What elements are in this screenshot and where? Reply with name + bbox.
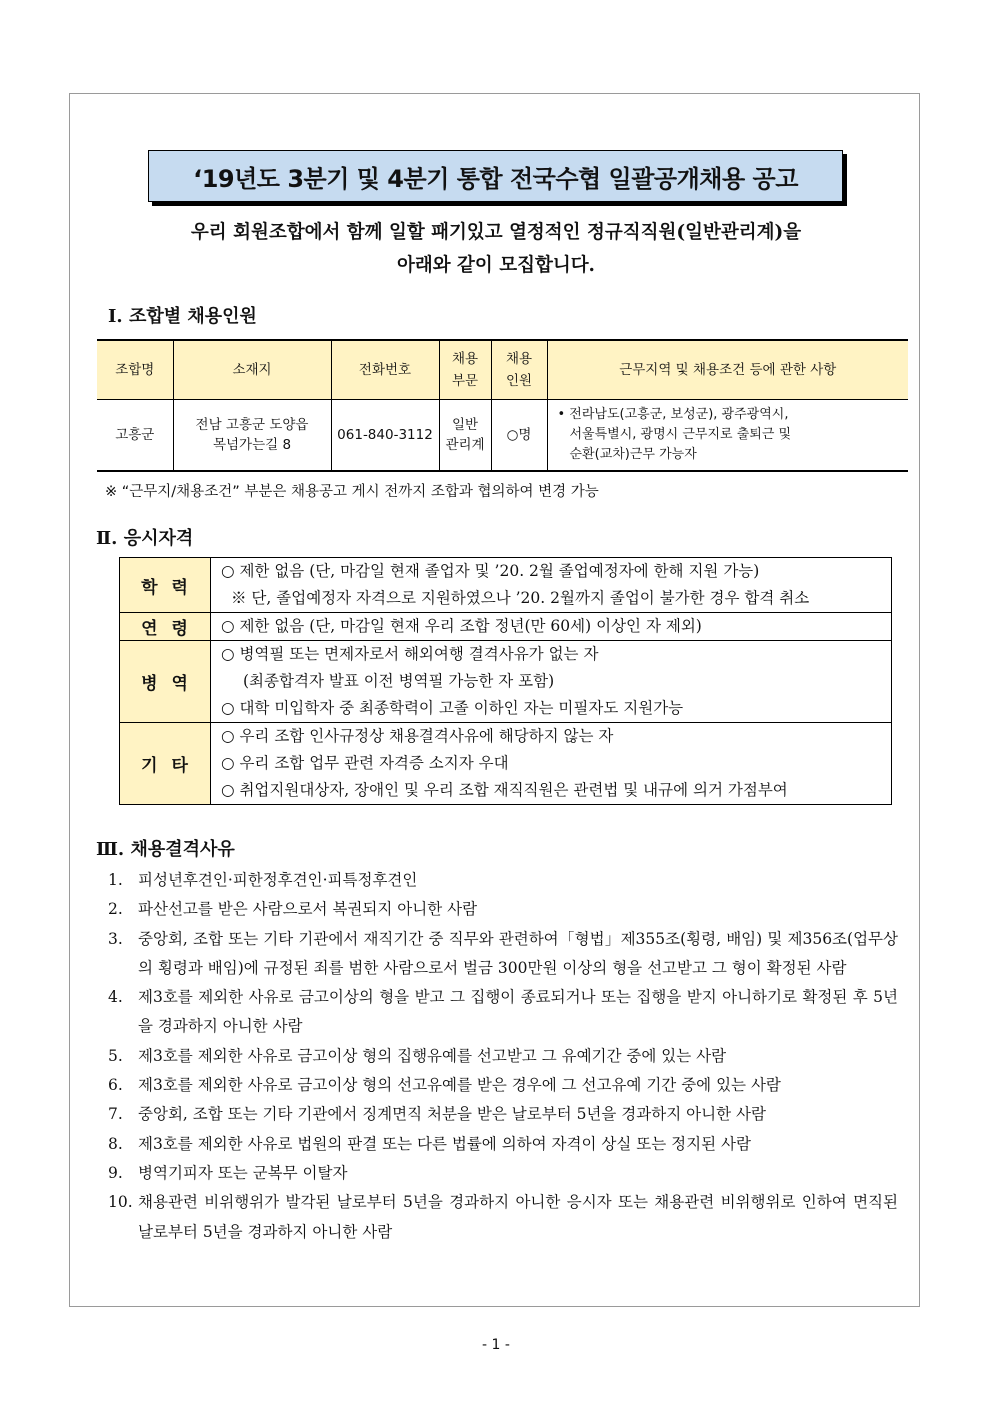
military-line-2: (최종합격자 발표 이전 병역필 가능한 자 포함)	[243, 672, 555, 690]
qual-row-education	[120, 558, 892, 613]
dept-line-2: 관리계	[445, 437, 485, 453]
age-line-1: ○ 제한 없음 (단, 마감일 현재 우리 조합 정년(만 60세) 이상인 자 제외)	[221, 617, 702, 635]
item-text: 제3호를 제외한 사유로 금고이상 형의 집행유예를 선고받고 그 유예기간 중에 있는 사람	[138, 1046, 727, 1065]
cell-location	[173, 400, 331, 472]
other-line-3: ○ 취업지원대상자, 장애인 및 우리 조합 재직직원은 관련법 및 내규에 의거 가점부여	[221, 781, 788, 799]
value-education	[211, 558, 892, 613]
list-item	[108, 1159, 898, 1188]
header-dept: 채용 부문	[439, 340, 491, 400]
label-other: 기타	[120, 723, 211, 805]
section-3-heading: Ⅲ. 채용결격사유	[96, 839, 235, 860]
page-number: - 1 -	[482, 1337, 510, 1353]
item-number: 6.	[108, 1076, 123, 1095]
item-text: 병역기피자 또는 군복무 이탈자	[138, 1163, 348, 1182]
label-military: 병역	[120, 641, 211, 723]
intro-line-1: 우리 회원조합에서 함께 일할 패기있고 열정적인 정규직직원(일반관리계)을	[190, 222, 802, 243]
hiring-table-header	[97, 340, 908, 400]
list-item	[108, 1188, 898, 1247]
military-line-1: ○ 병역필 또는 면제자로서 해외여행 결격사유가 없는 자	[221, 645, 599, 663]
list-item	[108, 1130, 898, 1159]
item-number: 7.	[108, 1105, 123, 1124]
item-text: 중앙회, 조합 또는 기타 기관에서 징계면직 처분을 받은 날로부터 5년을 경과하지 아니한 사람	[138, 1105, 766, 1124]
military-line-3: ○ 대학 미입학자 중 최종학력이 고졸 이하인 자는 미필자도 지원가능	[221, 699, 684, 717]
section-1-heading: Ⅰ. 조합별 채용인원	[108, 306, 257, 327]
dept-line-1: 일반	[451, 417, 479, 433]
cond-line-3: 순환(교차)근무 가능자	[569, 447, 697, 462]
cond-line-2: 서울특별시, 광명시 근무지로 출퇴근 및	[569, 427, 792, 442]
item-text: 피성년후견인·피한정후견인·피특정후견인	[138, 871, 418, 889]
list-item	[108, 1100, 898, 1129]
other-line-1: ○ 우리 조합 인사규정상 채용결격사유에 해당하지 않는 자	[221, 727, 614, 745]
intro-text	[100, 216, 892, 282]
item-text: 제3호를 제외한 사유로 금고이상 형의 선고유예를 받은 경우에 그 선고유예 기간 중에 있는 사람	[138, 1076, 781, 1095]
header-union: 조합명	[97, 340, 173, 400]
header-count: 채용 인원	[491, 340, 547, 400]
hiring-table	[97, 339, 908, 472]
table-row	[97, 400, 908, 472]
list-item	[108, 1042, 898, 1071]
list-item	[108, 925, 898, 984]
header-conditions: 근무지역 및 채용조건 등에 관한 사항	[547, 340, 908, 400]
header-phone: 전화번호	[331, 340, 439, 400]
qual-row-age	[120, 613, 892, 641]
label-age: 연령	[120, 613, 211, 641]
list-item	[108, 983, 898, 1042]
item-number: 8.	[108, 1134, 123, 1153]
item-number: 9.	[108, 1163, 123, 1182]
item-text: 파산선고를 받은 사람으로서 복권되지 아니한 사람	[138, 900, 478, 919]
item-text: 제3호를 제외한 사유로 법원의 판결 또는 다른 법률에 의하여 자격이 상실 또는 정지된 사람	[138, 1134, 751, 1153]
cell-union: 고흥군	[97, 400, 173, 472]
header-location: 소재지	[173, 340, 331, 400]
conditions-note: ※ “근무지/채용조건” 부분은 채용공고 게시 전까지 조합과 협의하여 변경 가능	[105, 484, 599, 500]
other-line-2: ○ 우리 조합 업무 관련 자격증 소지자 우대	[221, 754, 509, 772]
disqualification-list	[108, 866, 898, 1247]
value-other	[211, 723, 892, 805]
qual-row-military	[120, 641, 892, 723]
value-age	[211, 613, 892, 641]
item-number: 3.	[108, 929, 123, 948]
cell-conditions	[547, 400, 908, 472]
qual-row-other	[120, 723, 892, 805]
item-text: 제3호를 제외한 사유로 금고이상의 형을 받고 그 집행이 종료되거나 또는 집행을 받지 아니하기로 확정된 후 5년을 경과하지 아니한 사람	[138, 988, 898, 1036]
cond-line-1: • 전라남도(고흥군, 보성군), 광주광역시,	[557, 407, 789, 422]
intro-line-2: 아래와 같이 모집합니다.	[396, 255, 596, 276]
education-line-1: ○ 제한 없음 (단, 마감일 현재 졸업자 및 ’20. 2월 졸업예정자에 한해 지원 가능)	[221, 562, 760, 580]
item-number: 5.	[108, 1046, 123, 1065]
item-text: 채용관련 비위행위가 발각된 날로부터 5년을 경과하지 아니한 응시자 또는 채용관련 비위행위로 인하여 면직된 날로부터 5년을 경과하지 아니한 사람	[138, 1193, 898, 1241]
location-line-1: 전남 고흥군 도양읍	[195, 417, 309, 433]
location-line-2: 목넘가는길 8	[212, 437, 292, 453]
cell-dept	[439, 400, 491, 472]
item-number: 2.	[108, 900, 123, 919]
value-military	[211, 641, 892, 723]
list-item	[108, 1071, 898, 1100]
item-text: 중앙회, 조합 또는 기타 기관에서 재직기간 중 직무와 관련하여「형법」제355조(횡령, 배임) 및 제356조(업무상의 횡령과 배임)에 규정된 죄를 범한 사람으로서 벌금 300만원 이상의 형을 선고받고 그 형이 확정된 사람	[138, 929, 898, 977]
qualification-table	[119, 557, 892, 805]
section-2-heading: Ⅱ. 응시자격	[96, 528, 194, 549]
item-number: 10.	[108, 1193, 133, 1212]
cell-count: ○명	[491, 400, 547, 472]
item-number: 1.	[108, 871, 123, 889]
label-education: 학력	[120, 558, 211, 613]
education-line-2: ※ 단, 졸업예정자 자격으로 지원하였으나 ’20. 2월까지 졸업이 불가한 경우 합격 취소	[231, 589, 810, 607]
list-item	[108, 895, 898, 924]
list-item	[108, 866, 898, 895]
notice-title: ‘19년도 3분기 및 4분기 통합 전국수협 일괄공개채용 공고	[148, 150, 843, 202]
item-number: 4.	[108, 988, 123, 1007]
cell-phone: 061-840-3112	[331, 400, 439, 472]
